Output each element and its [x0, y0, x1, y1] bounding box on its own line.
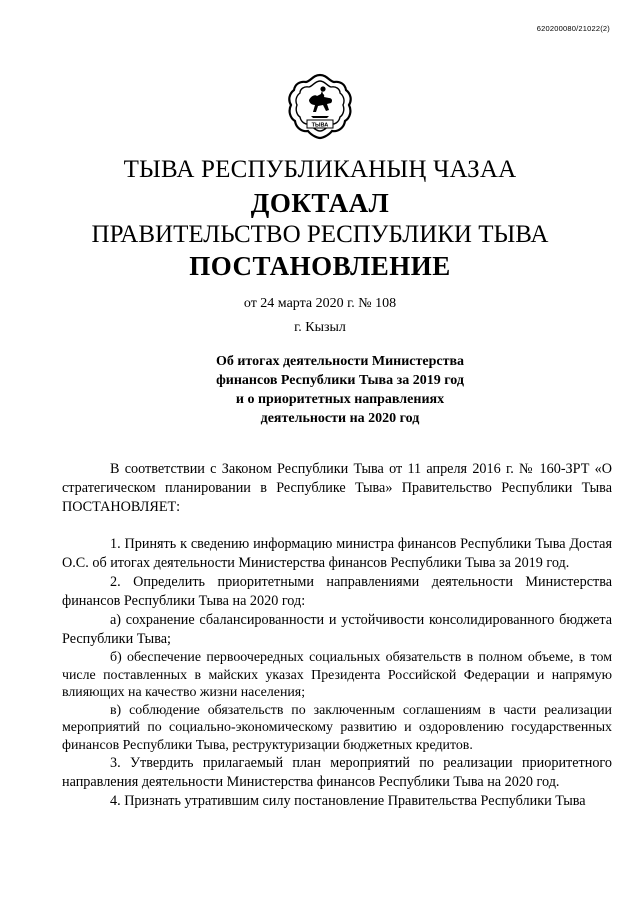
clause-2b: б) обеспечение первоочередных социальных обязательств в полном объеме, в том числе поставленных в майских указах Президента Российской Федерации и напрямую влияющих на качество жизни населения;	[62, 650, 612, 700]
title-line: и о приоритетных направлениях	[235, 392, 445, 407]
emblem-label: ТЫВА	[311, 122, 329, 129]
clause-3: 3. Утвердить прилагаемый план мероприятий по реализации приоритетного направления деятельности Министерства финансов Республики Тыва на 2020 год.	[62, 755, 612, 790]
title-line: Об итогах деятельности Министерства	[215, 354, 465, 369]
date-and-number: от 24 марта 2020 г. № 108	[243, 296, 397, 311]
header-doktaal: ДОКТААЛ	[250, 188, 390, 218]
header-tyva-government: ТЫВА РЕСПУБЛИКАНЫҢ ЧАЗАА	[123, 156, 517, 183]
title-line: финансов Республики Тыва за 2019 год	[216, 373, 464, 388]
city: г. Кызыл	[294, 320, 346, 335]
document-id: 620200080/21022(2)	[536, 24, 610, 33]
clause-1: 1. Принять к сведению информацию министра финансов Республики Тыва Достая О.С. об итогах деятельности Министерства финансов Республики Тыва за 2019 год.	[62, 536, 612, 571]
header-postanovlenie: ПОСТАНОВЛЕНИЕ	[189, 251, 451, 281]
resolution-title	[190, 352, 490, 428]
clause-2c: в) соблюдение обязательств по заключенным соглашениям в части реализации мероприятий по социально-экономическому развитию и оздоровлению государственных финансов Республики Тыва, реструктуризации бюджетных кредитов.	[62, 702, 612, 753]
title-line: деятельности на 2020 год	[260, 411, 420, 426]
clause-2a: а) сохранение сбалансированности и устойчивости консолидированного бюджета Республики Тыва;	[62, 612, 612, 647]
tyva-coat-of-arms-icon	[285, 72, 355, 142]
header-government: ПРАВИТЕЛЬСТВО РЕСПУБЛИКИ ТЫВА	[91, 221, 549, 248]
clause-2: 2. Определить приоритетными направлениями деятельности Министерства финансов Республики Тыва на 2020 год:	[62, 574, 612, 609]
clause-4: 4. Признать утратившим силу постановление Правительства Республики Тыва	[110, 793, 586, 809]
preamble-paragraph: В соответствии с Законом Республики Тыва от 11 апреля 2016 г. № 160-ЗРТ «О стратегическом планировании в Республике Тыва» Правительство Республики Тыва ПОСТАНОВЛЯЕТ:	[62, 461, 612, 515]
resolution-body	[62, 460, 612, 811]
